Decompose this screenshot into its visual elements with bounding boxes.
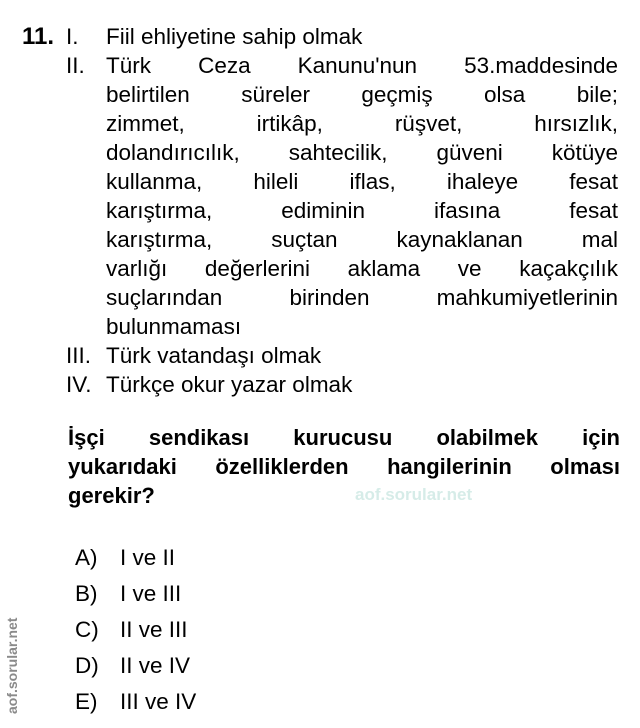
question-line: İşçi sendikası kurucusu olabilmek için [68,425,620,450]
watermark: aof.sorular.net [355,485,473,504]
option-letter: E) [75,689,98,714]
side-watermark: aof.sorular.net [4,617,20,714]
option-text: III ve IV [120,689,197,714]
item-numeral: IV. [66,372,92,397]
item-text-line: zimmet, irtikâp, rüşvet, hırsızlık, [106,111,618,136]
question-and-options [68,423,620,720]
option-text: II ve IV [120,653,191,678]
question-stem [68,423,620,510]
item-text-line: dolandırıcılık, sahtecilik, güveni kötüye [106,140,618,165]
option-a[interactable] [75,540,620,576]
item-text-line: bulunmaması [106,314,242,339]
item-iv [66,370,618,399]
option-text: II ve III [120,617,188,642]
item-text: Fiil ehliyetine sahip olmak [106,24,363,49]
option-e[interactable] [75,684,620,720]
option-letter: B) [75,581,98,606]
item-numeral: I. [66,24,79,49]
item-i [66,22,618,51]
option-text: I ve III [120,581,182,606]
item-text-line: suçlarından birinden mahkumiyetlerinin [106,285,618,310]
option-d[interactable] [75,648,620,684]
item-text-line: Türk Ceza Kanunu'nun 53.maddesinde [106,53,618,78]
question-number: 11. [22,23,55,50]
option-text: I ve II [120,545,176,570]
item-text-line: kullanma, hileli iflas, ihaleye fesat [106,169,618,194]
item-text-line: karıştırma, ediminin ifasına fesat [106,198,618,223]
question-line: yukarıdaki özelliklerden hangilerinin olması [68,454,620,479]
item-iii [66,341,618,370]
question-line: gerekir? [68,483,155,508]
option-c[interactable] [75,612,620,648]
item-text-line: belirtilen süreler geçmiş olsa bile; [106,82,618,107]
item-text-line: karıştırma, suçtan kaynaklanan mal [106,227,618,252]
item-numeral: III. [66,343,92,368]
item-ii [66,51,618,341]
item-text-line: varlığı değerlerini aklama ve kaçakçılık [106,256,618,281]
item-text: Türkçe okur yazar olmak [106,372,353,397]
option-b[interactable] [75,576,620,612]
option-letter: D) [75,653,99,678]
option-letter: C) [75,617,99,642]
option-letter: A) [75,545,98,570]
item-numeral: II. [66,53,85,78]
item-text: Türk vatandaşı olmak [106,343,322,368]
options-list [75,540,620,720]
